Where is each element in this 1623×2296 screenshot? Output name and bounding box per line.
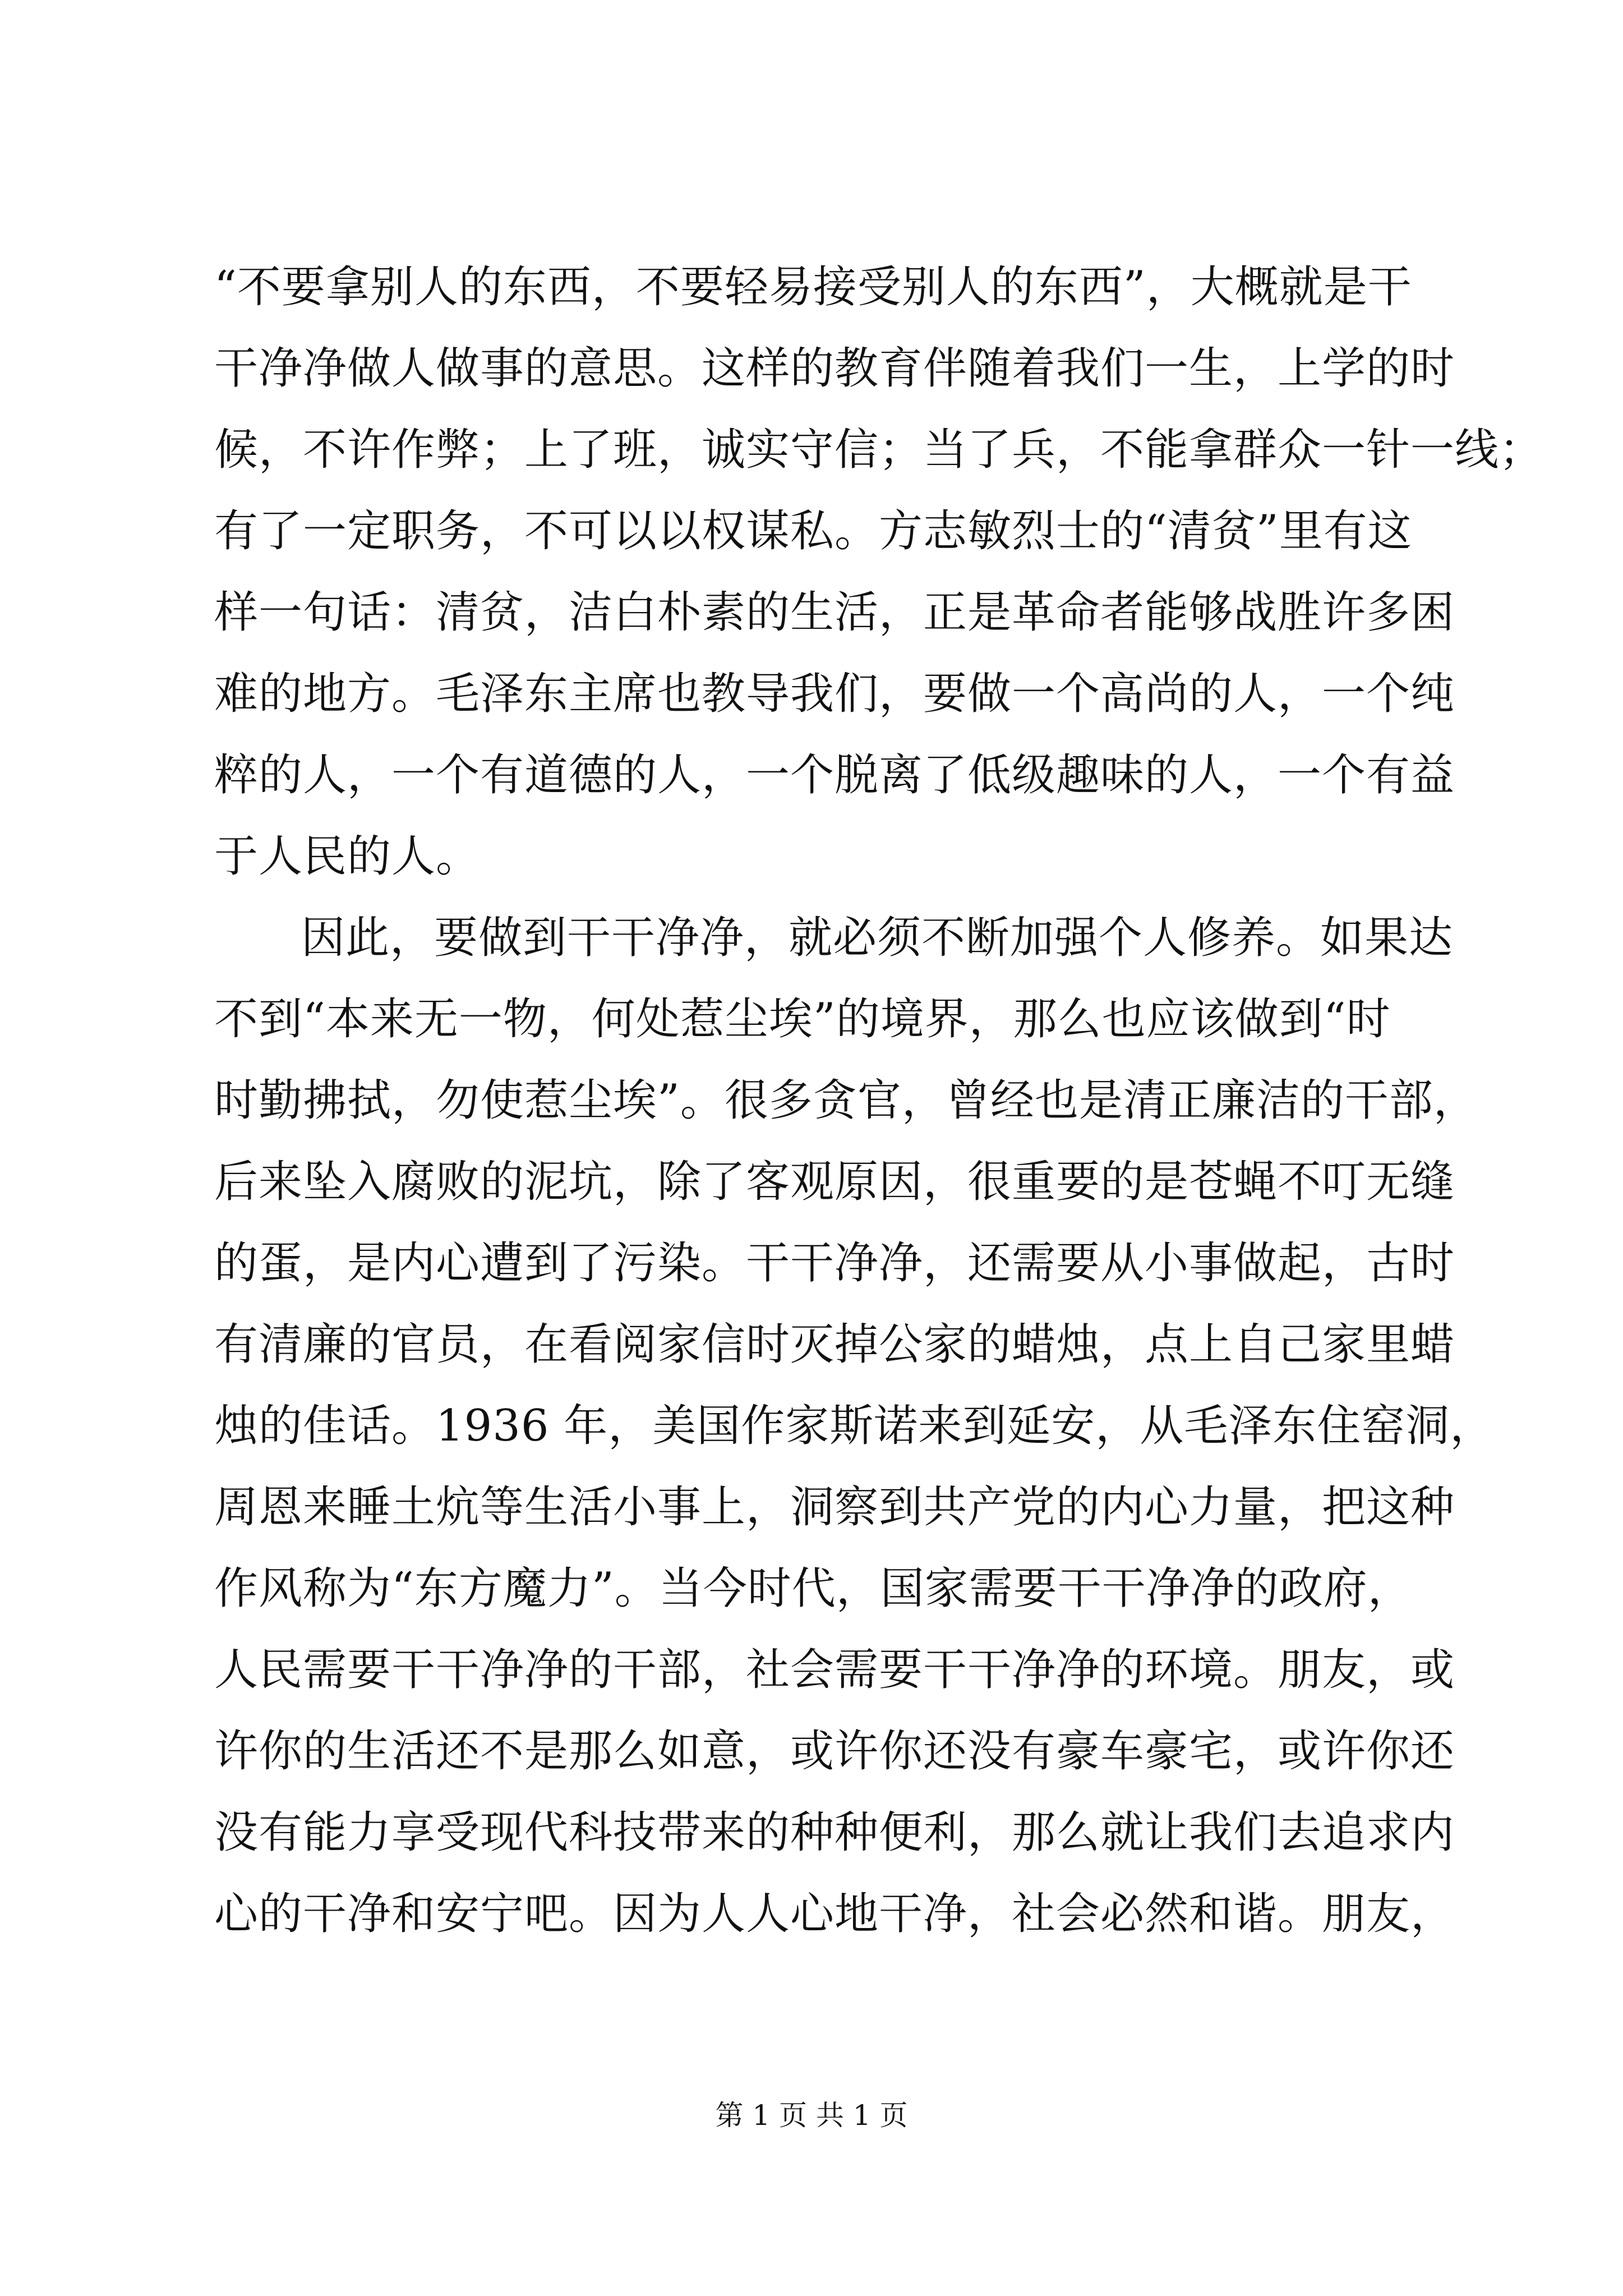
paragraph-2-line-1: 因此，要做到干干净净，就必须不断加强个人修养。如果达	[301, 913, 1454, 963]
body-text	[214, 247, 1544, 1955]
paragraph-1-line-2: 干净净做人做事的意思。这样的教育伴随着我们一生，上学的时	[214, 343, 1455, 394]
paragraph-1-line-7: 粹的人，一个有道德的人，一个脱离了低级趣味的人，一个有益	[214, 750, 1455, 800]
paragraph-2-line-12: 没有能力享受现代科技带来的种种便利，那么就让我们去追求内	[214, 1807, 1455, 1858]
paragraph-2-line-4: 后来坠入腐败的泥坑，除了客观原因，很重要的是苍蝇不叮无缝	[214, 1157, 1455, 1207]
paragraph-2-line-11: 许你的生活还不是那么如意，或许你还没有豪车豪宅，或许你还	[214, 1726, 1455, 1777]
paragraph-2-line-5: 的蛋，是内心遭到了污染。干干净净，还需要从小事做起，古时	[214, 1238, 1455, 1289]
paragraph-2-line-13: 心的干净和安宁吧。因为人人心地干净，社会必然和谐。朋友，	[214, 1889, 1455, 1939]
paragraph-2-line-8: 周恩来睡土炕等生活小事上，洞察到共产党的内心力量，把这种	[214, 1482, 1455, 1533]
paragraph-2-line-7: 烛的佳话。1936 年，美国作家斯诺来到延安，从毛泽东住窑洞，	[214, 1401, 1495, 1451]
paragraph-1-line-1: “不要拿别人的东西，不要轻易接受别人的东西”，大概就是干	[214, 262, 1412, 312]
paragraph-2-line-2: 不到“本来无一物，何处惹尘埃”的境界，那么也应该做到“时	[214, 994, 1391, 1045]
paragraph-2-line-6: 有清廉的官员，在看阅家信时灭掉公家的蜡烛，点上自己家里蜡	[214, 1319, 1455, 1370]
paragraph-1-line-8: 于人民的人。	[214, 831, 481, 882]
paragraph-2-line-3: 时勤拂拭，勿使惹尘埃”。很多贪官，曾经也是清正廉洁的干部，	[214, 1075, 1478, 1126]
paragraph-2-line-10: 人民需要干干净净的干部，社会需要干干净净的环境。朋友，或	[214, 1645, 1455, 1695]
paragraph-1-line-4: 有了一定职务，不可以以权谋私。方志敏烈士的“清贫”里有这	[214, 506, 1412, 556]
paragraph-1-line-6: 难的地方。毛泽东主席也教导我们，要做一个高尚的人，一个纯	[214, 669, 1455, 719]
page-number-label: 第 1 页 共 1 页	[715, 2099, 908, 2132]
page-footer	[0, 2096, 1623, 2135]
paragraph-2-line-9: 作风称为“东方魔力”。当今时代，国家需要干干净净的政府，	[214, 1563, 1412, 1614]
paragraph-1-line-3: 候，不许作弊；上了班，诚实守信；当了兵，不能拿群众一针一线；	[214, 425, 1544, 475]
paragraph-1-line-5: 样一句话：清贫，洁白朴素的生活，正是革命者能够战胜许多困	[214, 587, 1455, 638]
